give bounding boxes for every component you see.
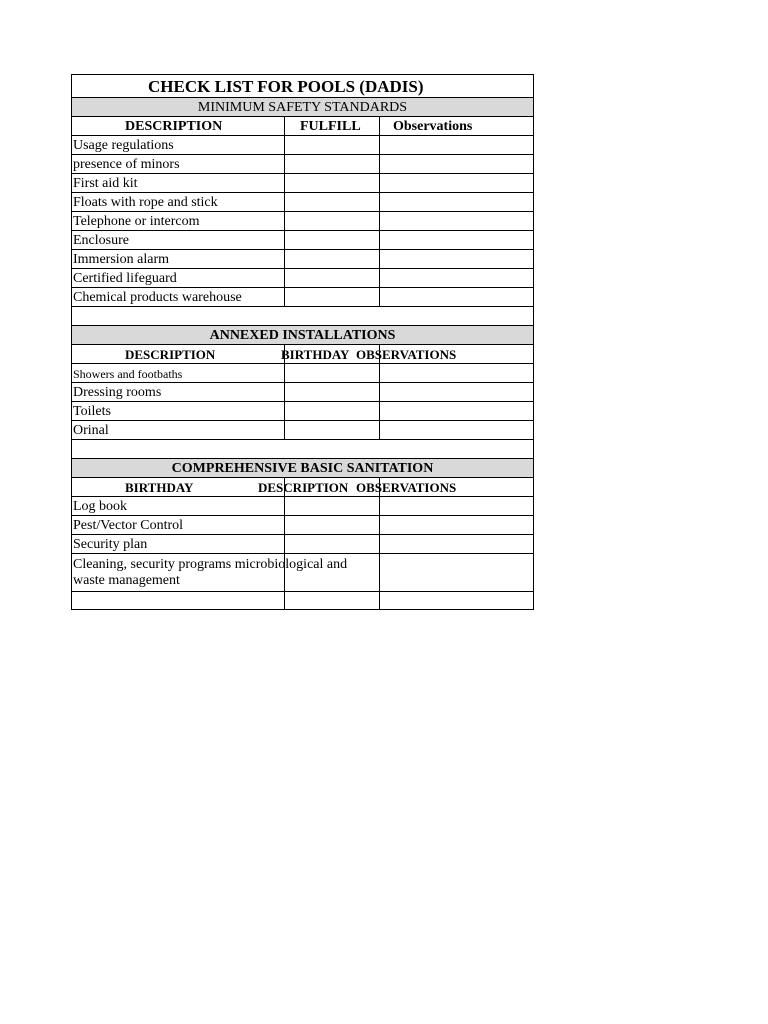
col-header-observations: OBSERVATIONS — [356, 480, 457, 495]
description-cell[interactable] — [284, 592, 379, 609]
observations-cell[interactable] — [379, 288, 534, 306]
col-header-description: DESCRIPTION — [258, 480, 349, 495]
item-label: Orinal — [73, 423, 109, 438]
observations-cell[interactable] — [379, 174, 534, 192]
item-label: Cleaning, security programs microbiological and waste management — [73, 557, 348, 588]
description-cell[interactable] — [284, 516, 379, 534]
observations-cell[interactable] — [379, 421, 534, 439]
observations-cell[interactable] — [379, 136, 534, 154]
observations-cell[interactable] — [379, 269, 534, 287]
observations-cell[interactable] — [379, 231, 534, 249]
item-label: Floats with rope and stick — [73, 195, 218, 210]
item-label: First aid kit — [73, 176, 138, 191]
observations-cell[interactable] — [379, 212, 534, 230]
checklist-row — [71, 154, 534, 173]
item-label: Log book — [73, 499, 128, 514]
checklist-row — [71, 135, 534, 154]
section-heading-sanitation — [71, 458, 534, 477]
observations-cell[interactable] — [379, 554, 534, 591]
fulfill-cell[interactable] — [284, 155, 379, 173]
section-heading-annexed — [71, 325, 534, 344]
birthday-cell[interactable] — [284, 402, 379, 420]
fulfill-cell[interactable] — [284, 269, 379, 287]
column-header-row — [71, 116, 534, 135]
observations-cell[interactable] — [379, 516, 534, 534]
spacer-row — [71, 439, 534, 458]
item-label: Telephone or intercom — [73, 214, 200, 229]
checklist-row — [71, 249, 534, 268]
col-header-birthday: BIRTHDAY — [281, 347, 350, 362]
checklist-row — [71, 287, 534, 306]
checklist-row — [71, 515, 534, 534]
observations-cell[interactable] — [379, 250, 534, 268]
checklist-row — [71, 420, 534, 439]
title-row — [71, 74, 534, 97]
item-label: Chemical products warehouse — [73, 290, 242, 305]
fulfill-cell[interactable] — [284, 193, 379, 211]
description-cell[interactable] — [284, 535, 379, 553]
section-heading-safety — [71, 97, 534, 116]
item-label: Pest/Vector Control — [73, 518, 184, 533]
item-label: Security plan — [73, 537, 148, 552]
checklist-table — [71, 74, 534, 610]
item-label: Toilets — [73, 404, 111, 419]
item-label: Dressing rooms — [73, 385, 162, 400]
checklist-row — [71, 363, 534, 382]
col-header-description: DESCRIPTION — [125, 119, 223, 134]
checklist-row — [71, 173, 534, 192]
item-label: Usage regulations — [73, 138, 174, 153]
description-cell[interactable] — [284, 497, 379, 515]
item-label: Showers and footbaths — [73, 367, 183, 381]
checklist-row — [71, 401, 534, 420]
col-header-observations: Observations — [393, 119, 473, 134]
item-label: Enclosure — [73, 233, 129, 248]
spacer-row — [71, 306, 534, 325]
fulfill-cell[interactable] — [284, 250, 379, 268]
checklist-row — [71, 553, 534, 591]
checklist-row — [71, 192, 534, 211]
observations-cell[interactable] — [379, 535, 534, 553]
checklist-row — [71, 230, 534, 249]
observations-cell[interactable] — [379, 402, 534, 420]
observations-cell[interactable] — [379, 155, 534, 173]
fulfill-cell[interactable] — [284, 136, 379, 154]
section-heading-label: MINIMUM SAFETY STANDARDS — [197, 100, 408, 115]
observations-cell[interactable] — [379, 592, 534, 609]
col-header-observations: OBSERVATIONS — [356, 347, 457, 362]
section-heading-label: COMPREHENSIVE BASIC SANITATION — [171, 461, 434, 476]
fulfill-cell[interactable] — [284, 231, 379, 249]
checklist-row — [71, 382, 534, 401]
checklist-row — [71, 268, 534, 287]
column-header-row — [71, 344, 534, 363]
birthday-cell[interactable] — [284, 421, 379, 439]
column-header-row — [71, 477, 534, 496]
section-heading-label: ANNEXED INSTALLATIONS — [209, 328, 396, 343]
checklist-row — [71, 534, 534, 553]
item-label: Immersion alarm — [73, 252, 170, 267]
col-header-birthday: BIRTHDAY — [125, 480, 194, 495]
fulfill-cell[interactable] — [284, 212, 379, 230]
col-header-fulfill: FULFILL — [300, 119, 361, 134]
fulfill-cell[interactable] — [284, 174, 379, 192]
fulfill-cell[interactable] — [284, 288, 379, 306]
birthday-cell[interactable] — [284, 364, 379, 382]
item-label: presence of minors — [73, 157, 180, 172]
checklist-row — [71, 496, 534, 515]
item-label: Certified lifeguard — [73, 271, 177, 286]
observations-cell[interactable] — [379, 364, 534, 382]
birthday-cell[interactable] — [284, 383, 379, 401]
observations-cell[interactable] — [379, 497, 534, 515]
checklist-row — [71, 211, 534, 230]
observations-cell[interactable] — [379, 383, 534, 401]
page-title: CHECK LIST FOR POOLS (DADIS) — [148, 77, 424, 96]
checklist-row-empty — [71, 591, 534, 610]
observations-cell[interactable] — [379, 193, 534, 211]
col-header-description: DESCRIPTION — [125, 347, 216, 362]
